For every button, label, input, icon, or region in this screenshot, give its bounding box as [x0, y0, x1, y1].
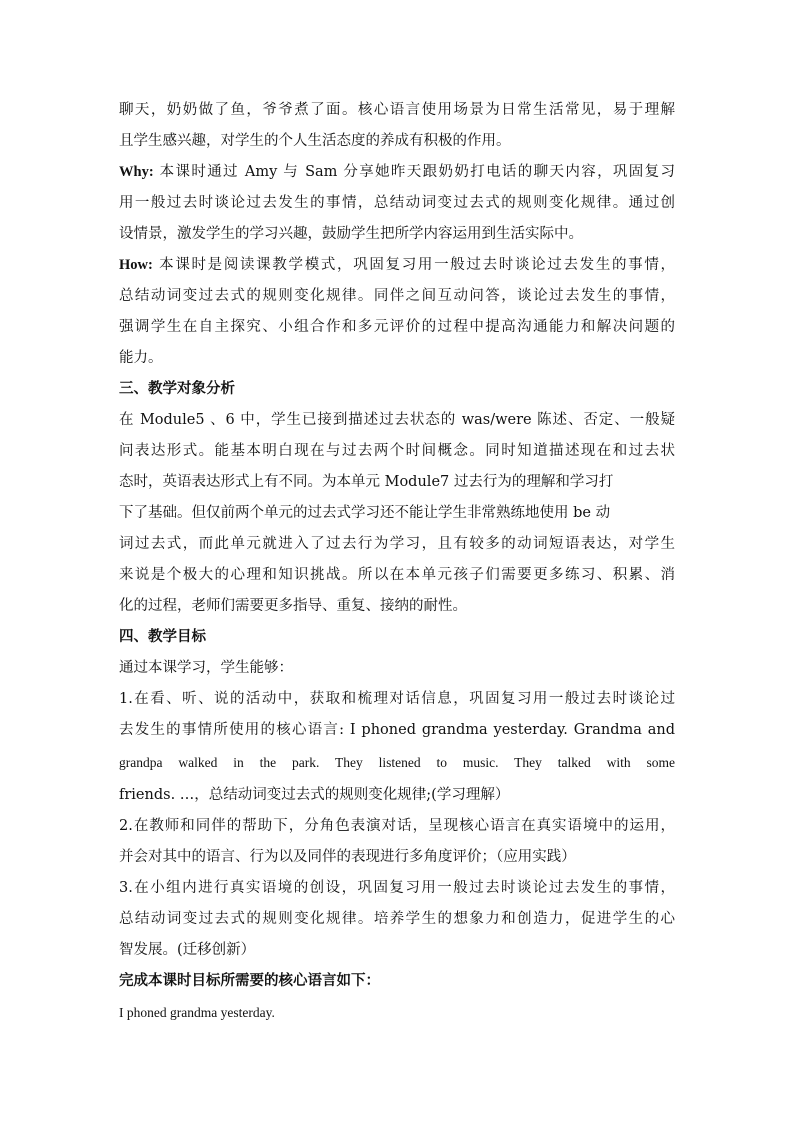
paragraph-line: 能力。 [119, 350, 163, 366]
list-item-line: 去发生的事情所使用的核心语言: I phoned grandma yesterday. Grandma and [119, 722, 675, 738]
paragraph-line: 来说是个极大的心理和知识挑战。所以在本单元孩子们需要更多练习、积累、消 [119, 567, 675, 583]
paragraph-line: 聊天，奶奶做了鱼，爷爷煮了面。核心语言使用场景为日常生活常见，易于理解 [119, 102, 675, 118]
paragraph-line: 且学生感兴趣，对学生的个人生活态度的养成有积极的作用。 [119, 133, 511, 149]
list-item-line: 并会对其中的语言、行为以及同伴的表现进行多角度评价；（应用实践） [119, 849, 576, 865]
how-paragraph-line [119, 255, 675, 275]
paragraph-line: 词过去式，而此单元就进入了过去行为学习，且有较多的动词短语表达，对学生 [119, 536, 675, 552]
how-label: How: [119, 257, 153, 273]
paragraph-line: 态时，英语表达形式上有不同。为本单元 Module7 过去行为的理解和学习打 [119, 474, 614, 490]
list-item-line: 总结动词变过去式的规则变化规律。培养学生的想象力和创造力，促进学生的心 [119, 911, 675, 927]
paragraph-line: 强调学生在自主探究、小组合作和多元评价的过程中提高沟通能力和解决问题的 [119, 319, 675, 335]
list-item-line: grandpa walked in the park. They listened to music. They talked with some [119, 755, 675, 770]
why-paragraph-line [119, 162, 675, 182]
paragraph-line: 通过本课学习，学生能够： [119, 660, 293, 676]
core-language-heading: 完成本课时目标所需要的核心语言如下： [119, 972, 380, 989]
paragraph-line: 化的过程，老师们需要更多指导、重复、接纳的耐性。 [119, 598, 467, 614]
paragraph-line: 在 Module5 、6 中，学生已接到描述过去状态的 was/were 陈述、否定、一般疑 [119, 412, 675, 428]
list-item-line: friends. …，总结动词变过去式的规则变化规律;(学习理解） [119, 787, 510, 803]
paragraph-line: 用一般过去时谈论过去发生的事情，总结动词变过去式的规则变化规律。通过创 [119, 195, 675, 211]
why-label: Why: [119, 164, 154, 180]
core-language-sentence: I phoned grandma yesterday. [119, 1005, 275, 1020]
paragraph-line: 设情景，激发学生的学习兴趣，鼓励学生把所学内容运用到生活实际中。 [119, 226, 583, 242]
list-item-line: 2.在教师和同伴的帮助下，分角色表演对话，呈现核心语言在真实语境中的运用， [119, 818, 675, 834]
section-heading: 四、教学目标 [119, 628, 206, 645]
section-heading: 三、教学对象分析 [119, 380, 235, 397]
paragraph-line: 问表达形式。能基本明白现在与过去两个时间概念。同时知道描述现在和过去状 [119, 443, 675, 459]
paragraph-line: 下了基础。但仅前两个单元的过去式学习还不能让学生非常熟练地使用 be 动 [119, 505, 611, 521]
list-item-line: 智发展。(迁移创新） [119, 942, 256, 958]
list-item-line: 1.在看、听、说的活动中，获取和梳理对话信息，巩固复习用一般过去时谈论过 [119, 691, 675, 707]
how-text: 本课时是阅读课教学模式，巩固复习用一般过去时谈论过去发生的事情， [159, 257, 676, 273]
why-text: 本课时通过 Amy 与 Sam 分享她昨天跟奶奶打电话的聊天内容，巩固复习 [159, 164, 675, 180]
list-item-line: 3.在小组内进行真实语境的创设，巩固复习用一般过去时谈论过去发生的事情， [119, 880, 675, 896]
paragraph-line: 总结动词变过去式的规则变化规律。同伴之间互动问答，谈论过去发生的事情， [119, 288, 675, 304]
